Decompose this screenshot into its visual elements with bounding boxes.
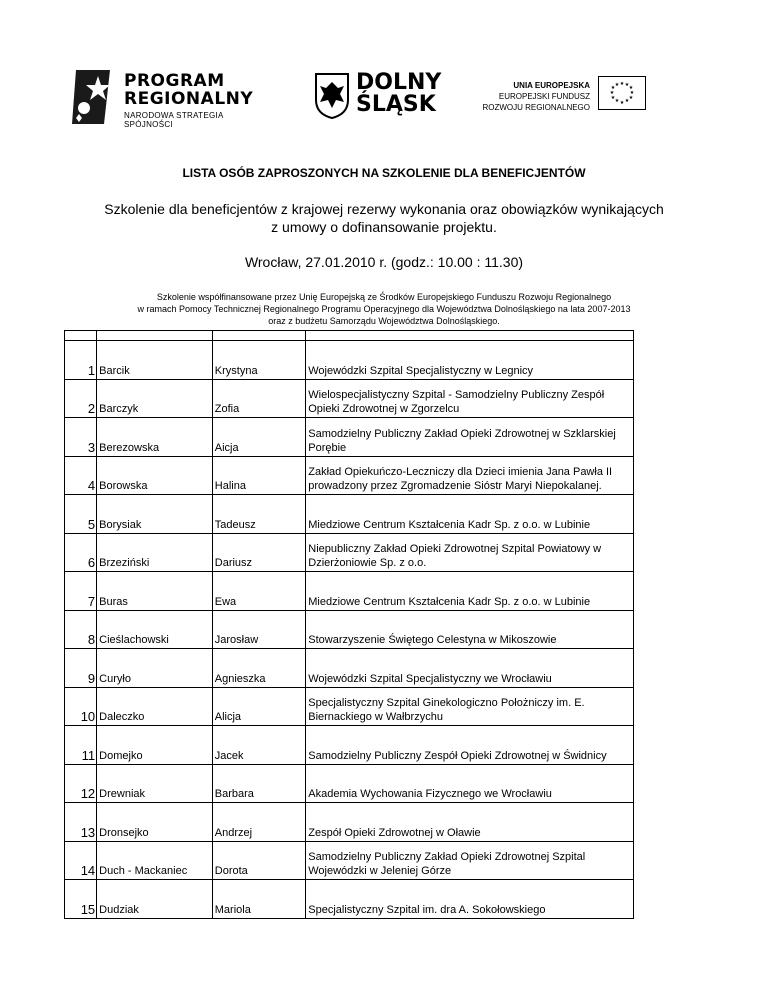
eu-flag-icon bbox=[598, 76, 646, 110]
table-row bbox=[65, 649, 634, 688]
institution-cell: Miedziowe Centrum Kształcenia Kadr Sp. z o.o. w Lubinie bbox=[306, 495, 634, 534]
institution-cell: Samodzielny Publiczny Zakład Opieki Zdrowotnej Szpital Wojewódzki w Jeleniej Górze bbox=[306, 841, 634, 880]
last-name-cell: Brzeziński bbox=[97, 533, 213, 572]
dolny-line2: ŚLĄSK bbox=[356, 92, 436, 117]
cofinancing-line2: w ramach Pomocy Technicznej Regionalnego Programu Operacyjnego dla Województwa Dolnośląskiego na lata 2007-2013 bbox=[137, 304, 631, 314]
table-row bbox=[65, 572, 634, 611]
institution-cell: Zespół Opieki Zdrowotnej w Oławie bbox=[306, 803, 634, 842]
institution-cell: Specjalistyczny Szpital im. dra A. Sokołowskiego bbox=[306, 880, 634, 919]
institution-cell: Miedziowe Centrum Kształcenia Kadr Sp. z o.o. w Lubinie bbox=[306, 572, 634, 611]
first-name-cell: Krystyna bbox=[212, 341, 305, 380]
row-number: 8 bbox=[65, 610, 97, 649]
cofinancing-note bbox=[0, 291, 768, 327]
first-name-cell: Dariusz bbox=[212, 533, 305, 572]
institution-cell: Wojewódzki Szpital Specjalistyczny w Legnicy bbox=[306, 341, 634, 380]
first-name-cell: Agnieszka bbox=[212, 649, 305, 688]
first-name-cell: Mariola bbox=[212, 880, 305, 919]
table-row bbox=[65, 764, 634, 803]
first-name-cell: Tadeusz bbox=[212, 495, 305, 534]
program-regionalny-logo bbox=[70, 68, 270, 128]
last-name-cell: Daleczko bbox=[97, 687, 213, 726]
row-number: 15 bbox=[65, 880, 97, 919]
row-number: 3 bbox=[65, 418, 97, 457]
institution-cell: Samodzielny Publiczny Zakład Opieki Zdrowotnej w Szklarskiej Porębie bbox=[306, 418, 634, 457]
last-name-cell: Dudziak bbox=[97, 880, 213, 919]
last-name-cell: Drewniak bbox=[97, 764, 213, 803]
row-number: 7 bbox=[65, 572, 97, 611]
subtitle-line2: z umowy o dofinansowanie projektu. bbox=[271, 219, 497, 235]
last-name-cell: Duch - Mackaniec bbox=[97, 841, 213, 880]
table-row bbox=[65, 495, 634, 534]
eagle-crest-icon bbox=[314, 72, 350, 120]
first-name-cell: Ewa bbox=[212, 572, 305, 611]
last-name-cell: Borowska bbox=[97, 456, 213, 495]
institution-cell: Akademia Wychowania Fizycznego we Wrocławiu bbox=[306, 764, 634, 803]
table-row bbox=[65, 533, 634, 572]
svg-text:★: ★ bbox=[628, 95, 634, 101]
svg-text:★: ★ bbox=[614, 82, 620, 88]
eu-logo bbox=[478, 72, 658, 122]
table-row bbox=[65, 418, 634, 457]
last-name-cell: Borysiak bbox=[97, 495, 213, 534]
svg-text:★: ★ bbox=[610, 95, 616, 101]
first-name-cell: Halina bbox=[212, 456, 305, 495]
row-number: 9 bbox=[65, 649, 97, 688]
institution-cell: Specjalistyczny Szpital Ginekologiczno Położniczy im. E. Biernackiego w Wałbrzychu bbox=[306, 687, 634, 726]
svg-text:★: ★ bbox=[610, 85, 616, 91]
logo-bar bbox=[0, 62, 768, 132]
document-title: LISTA OSÓB ZAPROSZONYCH NA SZKOLENIE DLA BENEFICJENTÓW bbox=[182, 166, 586, 180]
table-row bbox=[65, 379, 634, 418]
row-number: 10 bbox=[65, 687, 97, 726]
table-top-spacer bbox=[65, 331, 634, 341]
table-row bbox=[65, 803, 634, 842]
eu-line2: EUROPEJSKI FUNDUSZ bbox=[498, 92, 590, 101]
last-name-cell: Barcik bbox=[97, 341, 213, 380]
program-line2: REGIONALNY bbox=[124, 89, 254, 109]
row-number: 5 bbox=[65, 495, 97, 534]
subtitle-line1: Szkolenie dla beneficjentów z krajowej rezerwy wykonania oraz obowiązków wynikających bbox=[104, 201, 664, 217]
institution-cell: Samodzielny Publiczny Zespół Opieki Zdrowotnej w Świdnicy bbox=[306, 726, 634, 765]
svg-text:★: ★ bbox=[619, 81, 625, 87]
eu-line3: ROZWOJU REGIONALNEGO bbox=[482, 103, 590, 112]
first-name-cell: Alicja bbox=[212, 687, 305, 726]
row-number: 13 bbox=[65, 803, 97, 842]
first-name-cell: Zofia bbox=[212, 379, 305, 418]
first-name-cell: Jarosław bbox=[212, 610, 305, 649]
cofinancing-line1: Szkolenie współfinansowane przez Unię Europejską ze Środków Europejskiego Funduszu Rozwoju Regionalnego bbox=[156, 292, 612, 302]
last-name-cell: Buras bbox=[97, 572, 213, 611]
row-number: 1 bbox=[65, 341, 97, 380]
institution-cell: Wielospecjalistyczny Szpital - Samodzielny Publiczny Zespół Opieki Zdrowotnej w Zgorzelcu bbox=[306, 379, 634, 418]
first-name-cell: Aicja bbox=[212, 418, 305, 457]
place-date: Wrocław, 27.01.2010 r. (godz.: 10.00 : 11.30) bbox=[244, 254, 524, 270]
institution-cell: Niepubliczny Zakład Opieki Zdrowotnej Szpital Powiatowy w Dzierżoniowie Sp. z o.o. bbox=[306, 533, 634, 572]
training-subtitle bbox=[0, 200, 768, 236]
last-name-cell: Curyło bbox=[97, 649, 213, 688]
last-name-cell: Cieślachowski bbox=[97, 610, 213, 649]
row-number: 14 bbox=[65, 841, 97, 880]
svg-text:★: ★ bbox=[624, 82, 630, 88]
table-row bbox=[65, 456, 634, 495]
program-line3: NARODOWA STRATEGIA SPÓJNOŚCI bbox=[124, 111, 224, 129]
first-name-cell: Dorota bbox=[212, 841, 305, 880]
last-name-cell: Berezowska bbox=[97, 418, 213, 457]
institution-cell: Stowarzyszenie Świętego Celestyna w Mikoszowie bbox=[306, 610, 634, 649]
last-name-cell: Domejko bbox=[97, 726, 213, 765]
last-name-cell: Barczyk bbox=[97, 379, 213, 418]
row-number: 4 bbox=[65, 456, 97, 495]
svg-text:★: ★ bbox=[609, 90, 615, 96]
svg-text:★: ★ bbox=[629, 90, 635, 96]
svg-text:★: ★ bbox=[619, 100, 625, 106]
table-row bbox=[65, 841, 634, 880]
row-number: 12 bbox=[65, 764, 97, 803]
first-name-cell: Jacek bbox=[212, 726, 305, 765]
dolny-line1: DOLNY bbox=[356, 70, 442, 95]
svg-text:★: ★ bbox=[614, 98, 620, 104]
table-row bbox=[65, 880, 634, 919]
row-number: 2 bbox=[65, 379, 97, 418]
institution-cell: Zakład Opiekuńczo-Leczniczy dla Dzieci imienia Jana Pawła II prowadzony przez Zgromadzenie Sióstr Maryi Niepokalanej. bbox=[306, 456, 634, 495]
table-row bbox=[65, 726, 634, 765]
program-line1: PROGRAM bbox=[124, 71, 225, 91]
row-number: 11 bbox=[65, 726, 97, 765]
first-name-cell: Andrzej bbox=[212, 803, 305, 842]
program-regionalny-star-icon bbox=[70, 68, 118, 126]
svg-text:★: ★ bbox=[628, 85, 634, 91]
svg-text:★: ★ bbox=[624, 98, 630, 104]
eu-line1: UNIA EUROPEJSKA bbox=[513, 81, 590, 90]
first-name-cell: Barbara bbox=[212, 764, 305, 803]
participants-table bbox=[64, 330, 634, 919]
dolny-slask-logo bbox=[314, 70, 444, 124]
cofinancing-line3: oraz z budżetu Samorządu Województwa Dolnośląskiego. bbox=[268, 316, 500, 326]
institution-cell: Wojewódzki Szpital Specjalistyczny we Wrocławiu bbox=[306, 649, 634, 688]
last-name-cell: Dronsejko bbox=[97, 803, 213, 842]
table-row bbox=[65, 687, 634, 726]
table-row bbox=[65, 610, 634, 649]
table-row bbox=[65, 341, 634, 380]
row-number: 6 bbox=[65, 533, 97, 572]
